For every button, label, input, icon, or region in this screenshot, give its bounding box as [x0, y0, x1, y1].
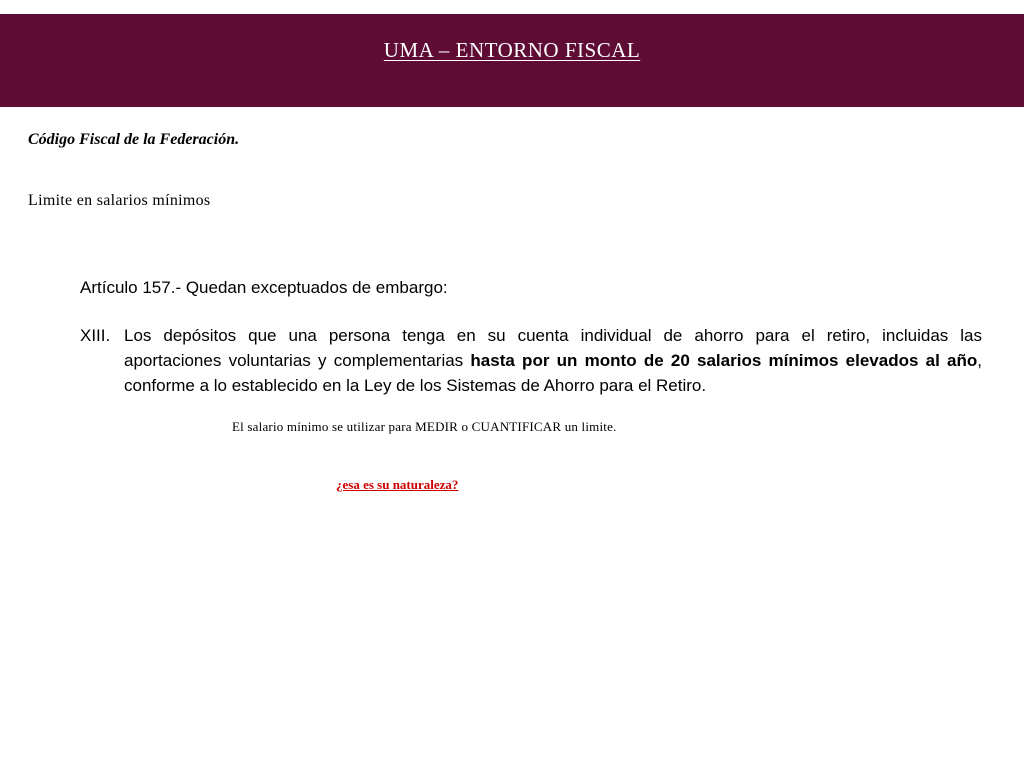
fraction-text-after-bold: , conforme a lo establecido en la Ley de los Sistemas de Ahorro para el Retiro. [124, 351, 983, 395]
slide-title: UMA – ENTORNO FISCAL [383, 38, 641, 62]
article-heading: Artículo 157.- Quedan exceptuados de embargo: [80, 278, 448, 297]
fraction-number: XIII. [80, 326, 111, 345]
note-text: El salario mínimo se utilizar para MEDIR o CUANTIFICAR un limite. [232, 419, 617, 434]
section-label: Limite en salarios mínimos [28, 192, 211, 209]
fraction-text-line1: Los depósitos que una persona tenga en su cuenta individual de ahorro para el retiro, incluidas las [124, 326, 982, 345]
fraction-bold-text: hasta por un monto de 20 salarios mínimos elevados al año [470, 351, 978, 370]
article-fraction [80, 323, 982, 398]
fraction-text-before-bold: aportaciones voluntarias y complementarias [124, 351, 471, 370]
fraction-text [124, 323, 982, 398]
question-text: ¿esa es su naturaleza? [336, 477, 459, 492]
document-subtitle: Código Fiscal de la Federación. [28, 131, 240, 148]
